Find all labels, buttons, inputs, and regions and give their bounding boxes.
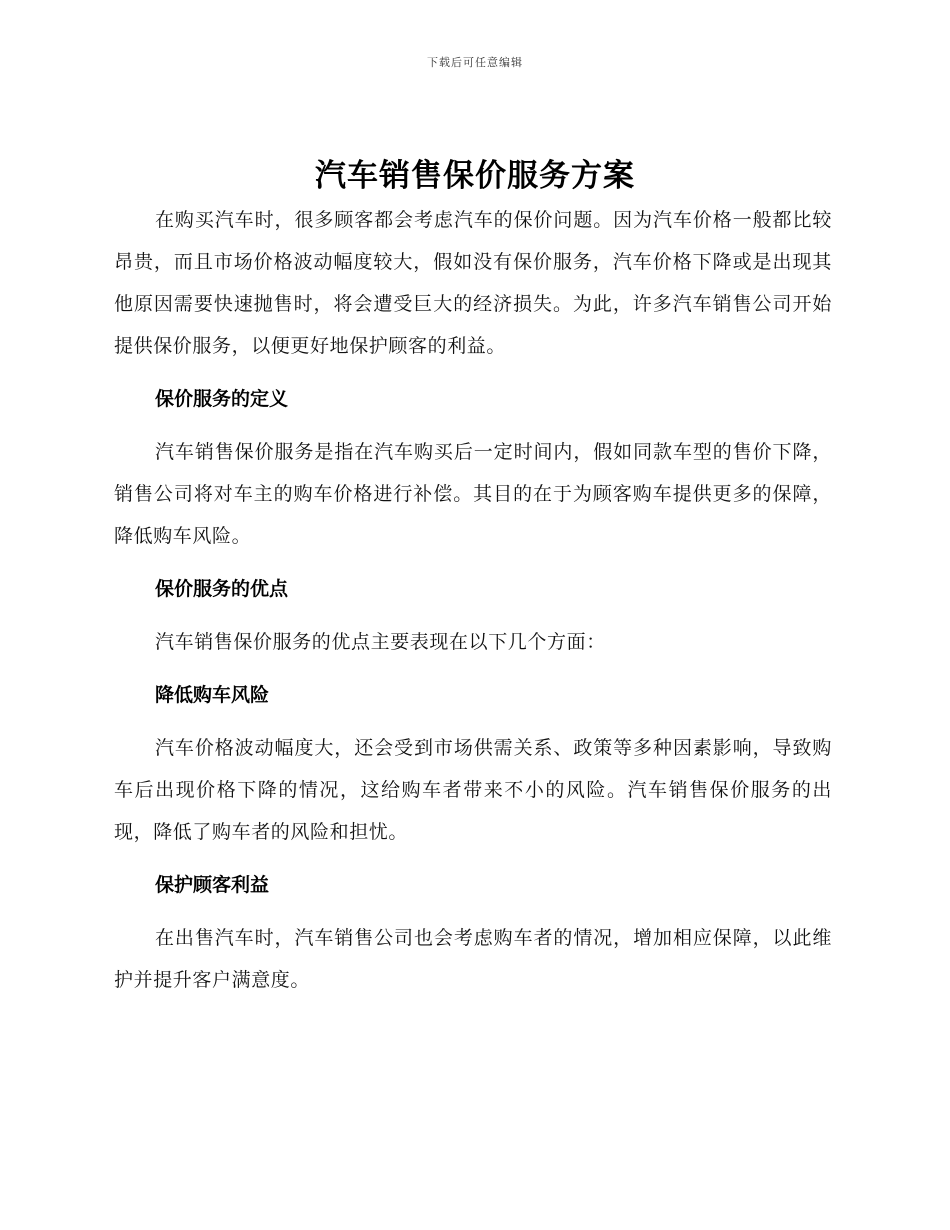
intro-paragraph: 在购买汽车时，很多顾客都会考虑汽车的保价问题。因为汽车价格一般都比较昂贵，而且市场价格波动幅度较大，假如没有保价服务，汽车价格下降或是出现其他原因需要快速抛售时，将会遭受巨大的经济损失。为此，许多汽车销售公司开始提供保价服务，以便更好地保护顾客的利益。	[114, 209, 832, 357]
section-heading-reduce-risk: 降低购车风险	[155, 684, 270, 706]
document-title: 汽车销售保价服务方案	[315, 158, 635, 194]
section-paragraph-definition: 汽车销售保价服务是指在汽车购买后一定时间内，假如同款车型的售价下降，销售公司将对车主的购车价格进行补偿。其目的在于为顾客购车提供更多的保障，降低购车风险。	[114, 441, 832, 547]
section-heading-definition: 保价服务的定义	[155, 388, 289, 410]
section-paragraph-protect-customer: 在出售汽车时，汽车销售公司也会考虑购车者的情况，增加相应保障，以此维护并提升客户满意度。	[114, 927, 832, 991]
document-body	[114, 199, 832, 1001]
section-heading-protect-customer: 保护顾客利益	[155, 874, 270, 896]
header-note: 下载后可任意编辑	[427, 56, 523, 69]
section-paragraph-advantages: 汽车销售保价服务的优点主要表现在以下几个方面：	[155, 631, 606, 653]
section-paragraph-reduce-risk: 汽车价格波动幅度大，还会受到市场供需关系、政策等多种因素影响，导致购车后出现价格下降的情况，这给购车者带来不小的风险。汽车销售保价服务的出现，降低了购车者的风险和担忧。	[114, 737, 832, 843]
section-heading-advantages: 保价服务的优点	[155, 578, 289, 600]
